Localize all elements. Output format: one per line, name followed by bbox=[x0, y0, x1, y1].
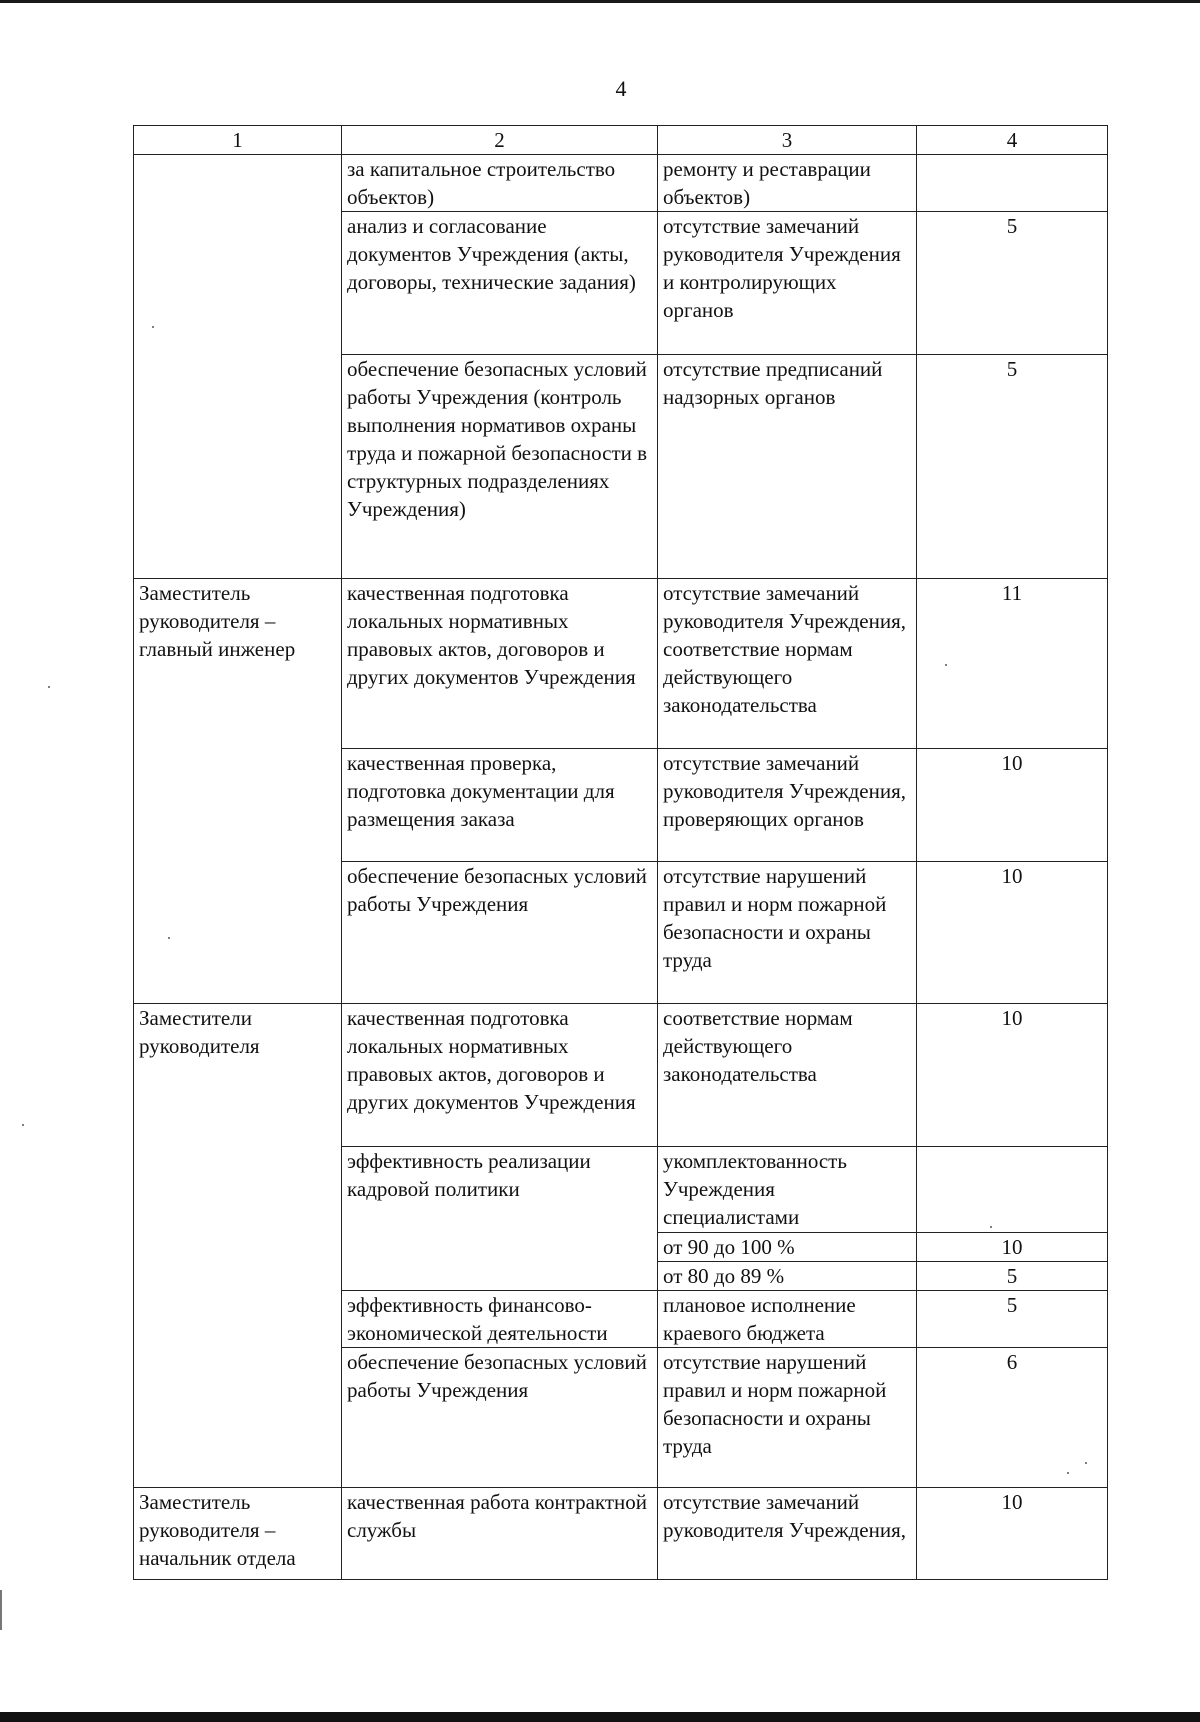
score-cell: 10 bbox=[917, 1233, 1108, 1262]
indicator-cell: анализ и согласование документов Учреждения (акты, договоры, технические задания) bbox=[342, 212, 658, 355]
criterion-cell: отсутствие нарушений правил и норм пожарной безопасности и охраны труда bbox=[658, 1348, 917, 1488]
criterion-cell: соответствие нормам действующего законодательства bbox=[658, 1004, 917, 1147]
header-cell-1: 1 bbox=[134, 126, 342, 155]
header-cell-3: 3 bbox=[658, 126, 917, 155]
score-cell: 11 bbox=[917, 579, 1108, 749]
scan-speck bbox=[168, 937, 170, 939]
criterion-cell: отсутствие предписаний надзорных органов bbox=[658, 355, 917, 579]
score-cell bbox=[917, 155, 1108, 212]
score-cell: 10 bbox=[917, 1488, 1108, 1580]
scan-speck bbox=[990, 1226, 992, 1228]
scan-speck bbox=[22, 1124, 24, 1126]
score-cell: 5 bbox=[917, 355, 1108, 579]
page-number: 4 bbox=[615, 76, 627, 101]
position-cell-continued bbox=[134, 155, 342, 579]
criterion-cell: укомплектованность Учреждения специалистами bbox=[658, 1147, 917, 1233]
position-cell: Заместители руководителя bbox=[134, 1004, 342, 1488]
score-cell: 10 bbox=[917, 862, 1108, 1004]
criterion-cell: отсутствие замечаний руководителя Учреждения и контролирующих органов bbox=[658, 212, 917, 355]
score-cell: 5 bbox=[917, 212, 1108, 355]
criterion-cell: отсутствие замечаний руководителя Учреждения, соответствие нормам действующего законодательства bbox=[658, 579, 917, 749]
scan-speck bbox=[1067, 1472, 1069, 1474]
position-cell: Заместитель руководителя – главный инженер bbox=[134, 579, 342, 1004]
header-cell-2: 2 bbox=[342, 126, 658, 155]
scan-bottom-edge bbox=[0, 1712, 1200, 1722]
score-cell bbox=[917, 1147, 1108, 1233]
score-cell: 5 bbox=[917, 1262, 1108, 1291]
indicator-cell: качественная проверка, подготовка документации для размещения заказа bbox=[342, 749, 658, 862]
score-cell: 6 bbox=[917, 1348, 1108, 1488]
indicator-cell: качественная подготовка локальных нормативных правовых актов, договоров и других документов Учреждения bbox=[342, 579, 658, 749]
indicator-cell: обеспечение безопасных условий работы Учреждения (контроль выполнения нормативов охраны труда и пожарной безопасности в структурных подразделениях Учреждения) bbox=[342, 355, 658, 579]
indicator-cell: обеспечение безопасных условий работы Учреждения bbox=[342, 1348, 658, 1488]
scan-speck bbox=[152, 326, 154, 328]
indicator-cell: обеспечение безопасных условий работы Учреждения bbox=[342, 862, 658, 1004]
table-row bbox=[134, 579, 1108, 749]
score-cell: 10 bbox=[917, 1004, 1108, 1147]
scan-speck bbox=[945, 664, 947, 666]
table-row bbox=[134, 1488, 1108, 1580]
header-cell-4: 4 bbox=[917, 126, 1108, 155]
position-cell: Заместитель руководителя – начальник отдела bbox=[134, 1488, 342, 1580]
table-row bbox=[134, 1004, 1108, 1147]
table-row bbox=[134, 155, 1108, 212]
criterion-cell: отсутствие нарушений правил и норм пожарной безопасности и охраны труда bbox=[658, 862, 917, 1004]
criterion-subcell: от 90 до 100 % bbox=[658, 1233, 917, 1262]
table-header-row bbox=[134, 126, 1108, 155]
criterion-subcell: от 80 до 89 % bbox=[658, 1262, 917, 1291]
score-cell: 10 bbox=[917, 749, 1108, 862]
indicator-cell: качественная работа контрактной службы bbox=[342, 1488, 658, 1580]
scan-speck bbox=[1085, 1462, 1087, 1464]
scan-edge-mark bbox=[0, 1590, 2, 1630]
criterion-cell: отсутствие замечаний руководителя Учреждения, проверяющих органов bbox=[658, 749, 917, 862]
indicator-cell: эффективность реализации кадровой политики bbox=[342, 1147, 658, 1291]
score-cell: 5 bbox=[917, 1291, 1108, 1348]
indicator-cell: за капитальное строительство объектов) bbox=[342, 155, 658, 212]
scan-top-edge bbox=[0, 0, 1200, 3]
criteria-table bbox=[133, 125, 1108, 1580]
criterion-cell: ремонту и реставрации объектов) bbox=[658, 155, 917, 212]
scan-speck bbox=[48, 686, 50, 688]
indicator-cell: эффективность финансово-экономической деятельности bbox=[342, 1291, 658, 1348]
indicator-cell: качественная подготовка локальных нормативных правовых актов, договоров и других документов Учреждения bbox=[342, 1004, 658, 1147]
criterion-cell: отсутствие замечаний руководителя Учреждения, bbox=[658, 1488, 917, 1580]
criterion-cell: плановое исполнение краевого бюджета bbox=[658, 1291, 917, 1348]
